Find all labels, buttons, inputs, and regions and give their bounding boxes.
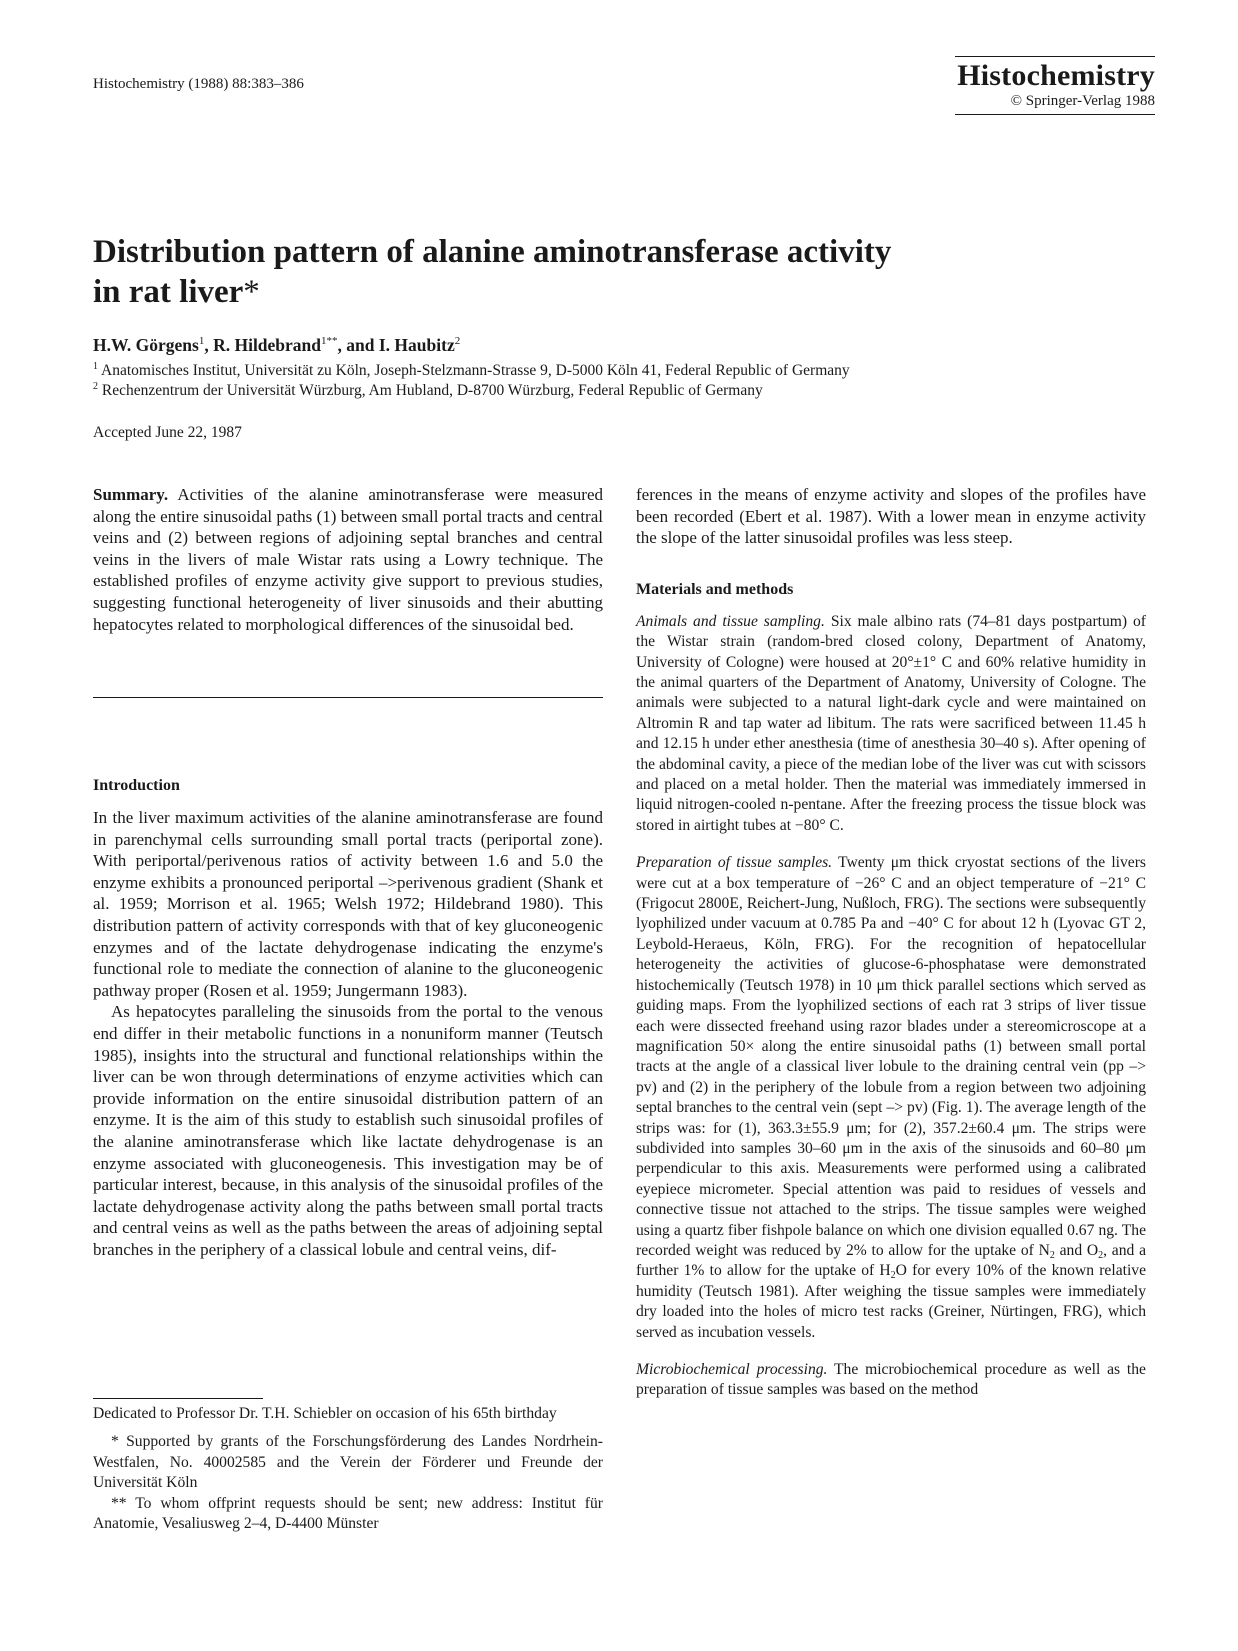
summary-divider: [93, 697, 603, 698]
subscript: 2: [890, 1270, 896, 1282]
microbiochemical-paragraph: [636, 1360, 1146, 1401]
methods-heading: Materials and methods: [636, 580, 794, 598]
summary-block: [93, 484, 603, 635]
subscript: 2: [1098, 1249, 1104, 1261]
article-title: [93, 232, 1093, 312]
summary-label: Summary.: [93, 485, 169, 504]
animals-text: Six male albino rats (74–81 days postpartum) of the Wistar strain (random-bred closed colony, Department of Anatomy, University of Cologne) were housed at 20°±1° C and 60% relative humidity in the animal quarters of the Department of Anatomy, University of Cologne. The animals were subjected to a natural light-dark cycle and were maintained on Altromin R and tap water ad libitum. The rats were sacrificed between 11.45 h and 12.15 h under ether anesthesia (time of anesthesia 30–40 s). After opening of the abdominal cavity, a piece of the median lobe of the liver was cut with scissors and placed on a metal holder. Then the material was immediately immersed in liquid nitrogen-cooled n-pentane. After the freezing process the tissue block was stored in airtight tubes at −80° C.: [636, 612, 1147, 834]
affiliation: [93, 362, 850, 380]
preparation-text: O for every 10% of the known relative humidity (Teutsch 1981). After weighing the tissue samples were immediately dry loaded into the holes of micro test racks (Greiner, Nürtingen, FRG), which served as incubation vessels.: [636, 1262, 1146, 1341]
preparation-text: and O: [1054, 1241, 1099, 1259]
title-line-1: Distribution pattern of alanine aminotransferase activity: [93, 234, 892, 270]
right-column: [636, 484, 1146, 1401]
title-footnote-marker: *: [243, 274, 260, 310]
running-head: Histochemistry (1988) 88:383–386: [93, 76, 304, 92]
affiliation-sup: 1: [93, 360, 98, 372]
author-sup: 1**: [321, 335, 338, 348]
footnote-dedication: Dedicated to Professor Dr. T.H. Schiebler on occasion of his 65th birthday: [93, 1405, 557, 1422]
title-line-2: in rat liver: [93, 274, 244, 310]
preparation-run-in: Preparation of tissue samples.: [636, 854, 833, 872]
affiliation-text: Rechenzentrum der Universität Würzburg, Am Hubland, D-8700 Würzburg, Federal Republic of Germany: [101, 382, 763, 399]
affiliation-sup: 2: [93, 380, 98, 392]
accepted-date: Accepted June 22, 1987: [93, 424, 242, 441]
animals-run-in: Animals and tissue sampling.: [636, 612, 825, 630]
affiliation: [93, 382, 763, 400]
author-name: R. Hildebrand: [213, 335, 322, 355]
author-name: and I. Haubitz: [346, 335, 455, 355]
continuation-paragraph: ferences in the means of enzyme activity and slopes of the profiles have been recorded (Ebert et al. 1987). With a lower mean in enzyme activity the slope of the latter sinusoidal profiles was less steep.: [636, 485, 1146, 548]
footnote-star: * Supported by grants of the Forschungsförderung des Landes Nordrhein-Westfalen, No. 40002585 and the Verein der Förderer und Freunde der Universität Köln: [93, 1433, 603, 1492]
footnote-divider: [93, 1398, 263, 1399]
animals-paragraph: [636, 612, 1146, 836]
preparation-text: Twenty μm thick cryostat sections of the livers were cut at a box temperature of −26° C and an object temperature of −21° C (Frigocut 2800E, Reichert-Jung, Nußloch, FRG). The sections were subsequently lyophilized under vacuum at 0.785 Pa and −40° C for about 12 h (Lyovac GT 2, Leybold-Heraeus, Köln, FRG). For the recognition of hepatocellular heterogeneity the activities of glucose-6-phosphatase were demonstrated histochemically (Teutsch 1978) in 10 μm thick parallel sections which served as guiding maps. From the lyophilized sections of each rat 3 strips of liver tissue each were dissected freehand using razor blades under a stereomicroscope at a magnification 50× along the entire sinusoidal paths (1) between small portal tracts at the angle of a classical liver lobule to the draining central vein (pp –> pv) and (2) in the periphery of the lobule from a region between two adjoining septal branches to the central vein (sept –> pv) (Fig. 1). The average length of the strips was: for (1), 363.3±55.9 μm; for (2), 357.2±60.4 μm. The strips were subdivided into samples 30–60 μm in the axis of the sinusoids and 60–80 μm perpendicular to this axis. Measurements were performed using a calibrated eyepiece micrometer. Special attention was paid to residues of vessels and connective tissue not attached to the strips. The tissue samples were weighed using a quartz fiber fishpole balance on which one division equalled 0.67 ng. The recorded weight was reduced by 2% to allow for the uptake of N: [636, 854, 1146, 1259]
journal-masthead: [955, 56, 1155, 115]
affiliation-text: Anatomisches Institut, Universität zu Köln, Joseph-Stelzmann-Strasse 9, D-5000 Köln 41, Federal Republic of Germany: [101, 362, 850, 379]
footnote-double-star: ** To whom offprint requests should be sent; new address: Institut für Anatomie, Vesaliusweg 2–4, D-4400 Münster: [93, 1494, 603, 1533]
intro-paragraph: In the liver maximum activities of the alanine aminotransferase are found in parenchymal cells surrounding small portal tracts (periportal zone). With periportal/perivenous ratios of activity between 1.6 and 5.0 the enzyme exhibits a pronounced periportal –>perivenous gradient (Shank et al. 1959; Morrison et al. 1965; Welsh 1972; Hildebrand 1980). This distribution pattern of activity corresponds with that of key gluconeogenic enzymes and of the lactate dehydrogenase indicating the enzyme's functional role to mediate the connection of alanine to the gluconeogenic pathway proper (Rosen et al. 1959; Jungermann 1983).: [93, 808, 603, 1000]
preparation-text: , and a further 1% to allow for the uptake of H: [636, 1241, 1146, 1280]
summary-text: Activities of the alanine aminotransferase were measured along the entire sinusoidal paths (1) between small portal tracts and central veins and (2) between regions of adjoining septal branches and central veins in the livers of male Wistar rats using a Lowry technique. The established profiles of enzyme activity give support to previous studies, suggesting functional heterogeneity of liver sinusoids and their abutting hepatocytes related to morphological differences of the sinusoidal bed.: [93, 485, 604, 634]
author-sup: 1: [198, 335, 205, 348]
introduction-heading: Introduction: [93, 777, 180, 794]
preparation-paragraph: [636, 853, 1146, 1343]
masthead-top-rule: [955, 56, 1155, 57]
microbiochemical-text: The microbiochemical procedure as well as the preparation of tissue samples was based on the method: [636, 1361, 1146, 1399]
introduction-section: [93, 776, 603, 1260]
subscript: 2: [1049, 1249, 1055, 1261]
microbiochemical-run-in: Microbiochemical processing.: [636, 1361, 828, 1378]
masthead-bottom-rule: [955, 114, 1155, 115]
footnotes: [93, 1404, 603, 1534]
journal-name: Histochemistry: [957, 59, 1155, 92]
intro-paragraph: As hepatocytes paralleling the sinusoids from the portal to the venous end differ in their metabolic functions in a nonuniform manner (Teutsch 1985), insights into the structural and functional relationships within the liver can be won through determinations of enzyme activities which can provide information on the entire sinusoidal distribution pattern of an enzyme. It is the aim of this study to establish such sinusoidal profiles of the alanine aminotransferase which like lactate dehydrogenase is an enzyme associated with gluconeogenesis. This investigation may be of particular interest, because, in this analysis of the sinusoidal profiles of the lactate dehydrogenase activity along the paths between small portal tracts and central veins as well as the paths between the areas of adjoining septal branches in the periphery of a classical lobule and central veins, dif-: [93, 1002, 603, 1259]
journal-copyright: © Springer-Verlag 1988: [1010, 93, 1155, 109]
author-sup: 2: [454, 335, 461, 348]
author-list: H.W. Görgens$^1$, R. Hildebrand$^{1**}$, and I. Haubitz$^2$: [93, 335, 461, 355]
author-name: H.W. Görgens: [93, 335, 199, 355]
